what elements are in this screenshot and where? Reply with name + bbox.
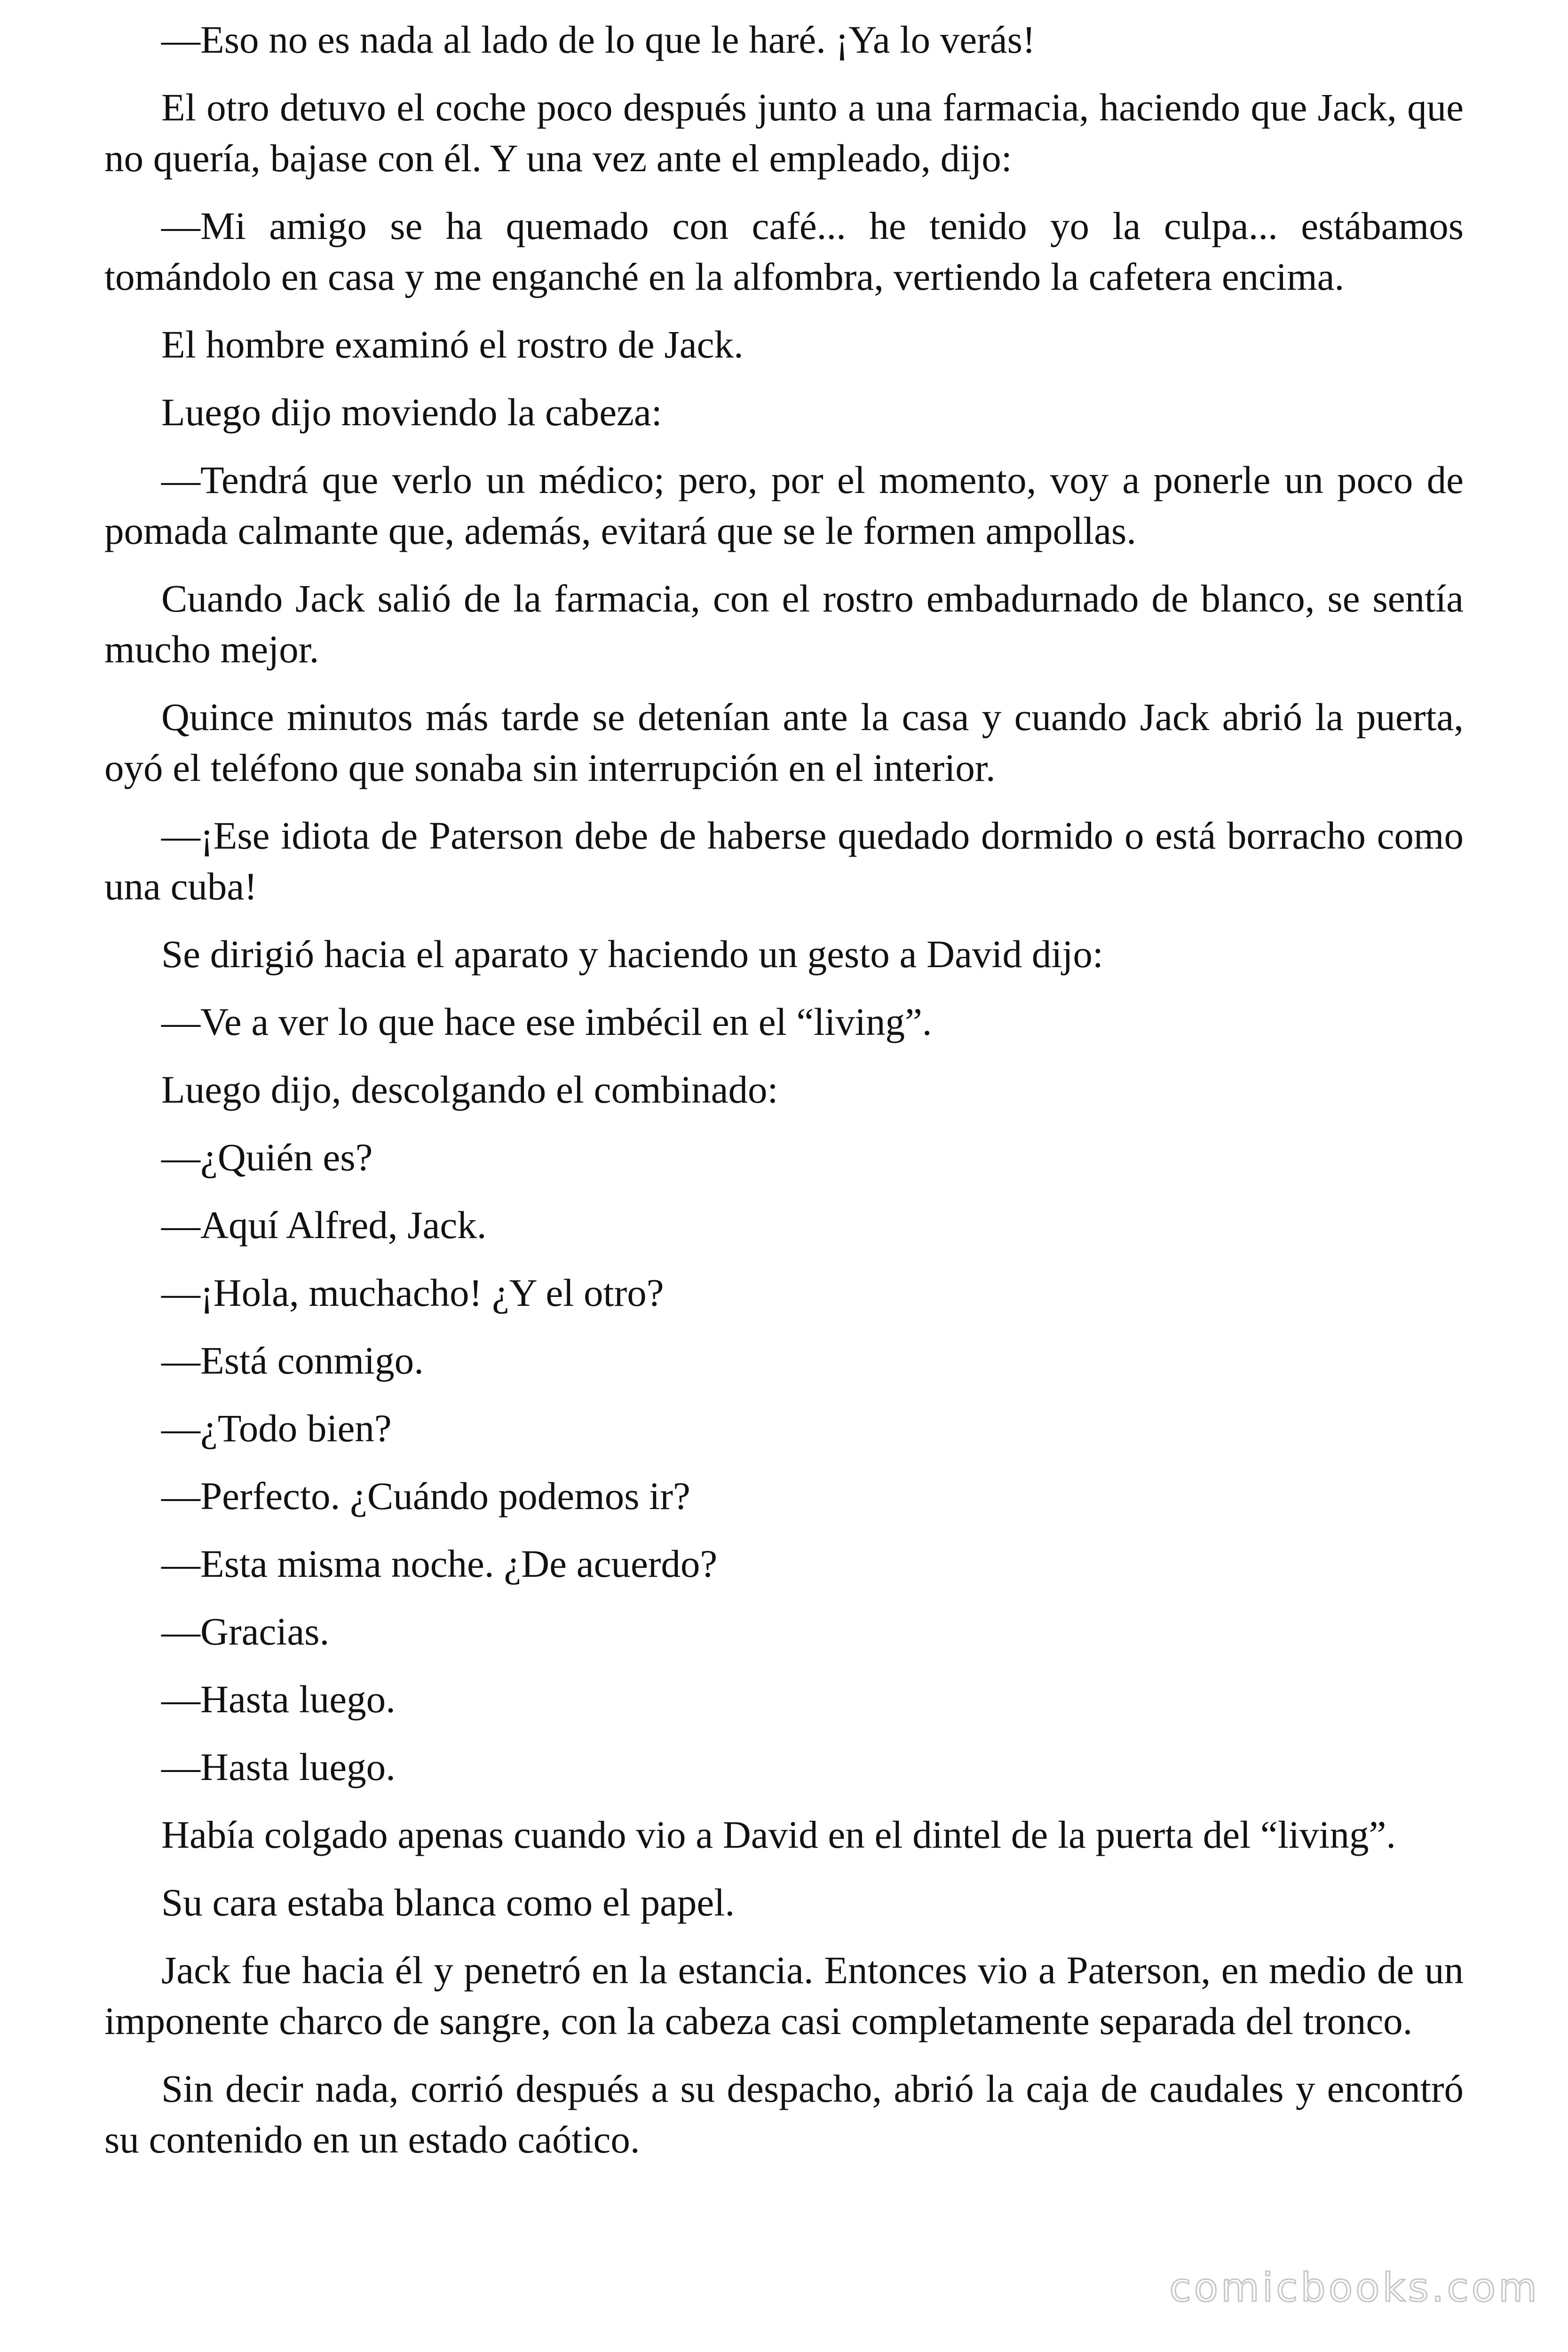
paragraph: —Eso no es nada al lado de lo que le haré. ¡Ya lo verás!: [161, 18, 1036, 61]
paragraph: Luego dijo moviendo la cabeza:: [161, 390, 662, 434]
paragraph: —¿Todo bien?: [161, 1406, 392, 1450]
paragraph: Luego dijo, descolgando el combinado:: [161, 1068, 778, 1111]
paragraph: —¡Ese idiota de Paterson debe de haberse quedado dormido o está borracho como una cuba!: [104, 814, 1464, 908]
paragraph: Cuando Jack salió de la farmacia, con el rostro embadurnado de blanco, se sentía mucho mejor.: [104, 577, 1464, 671]
paragraph: —Aquí Alfred, Jack.: [161, 1203, 487, 1247]
book-page: [104, 14, 1464, 2182]
paragraph: —Mi amigo se ha quemado con café... he tenido yo la culpa... estábamos tomándolo en casa y me enganché en la alfombra, vertiendo la cafetera encima.: [104, 204, 1464, 298]
watermark: comicbooks.com: [1169, 2265, 1540, 2311]
paragraph: El hombre examinó el rostro de Jack.: [161, 323, 744, 366]
paragraph: El otro detuvo el coche poco después junto a una farmacia, haciendo que Jack, que no quería, bajase con él. Y una vez ante el empleado, dijo:: [104, 86, 1464, 180]
paragraph: Quince minutos más tarde se detenían ante la casa y cuando Jack abrió la puerta, oyó el teléfono que sonaba sin interrupción en el interior.: [104, 695, 1464, 789]
paragraph: Su cara estaba blanca como el papel.: [161, 1881, 735, 1924]
paragraph: —Ve a ver lo que hace ese imbécil en el “living”.: [161, 1000, 932, 1043]
paragraph: —Gracias.: [161, 1610, 330, 1653]
paragraph: —Perfecto. ¿Cuándo podemos ir?: [161, 1474, 690, 1518]
paragraph: —Hasta luego.: [161, 1677, 396, 1721]
paragraph: —Esta misma noche. ¿De acuerdo?: [161, 1542, 718, 1585]
paragraph: Sin decir nada, corrió después a su despacho, abrió la caja de caudales y encontró su contenido en un estado caótico.: [104, 2067, 1464, 2161]
paragraph: —¡Hola, muchacho! ¿Y el otro?: [161, 1271, 664, 1314]
paragraph: —Hasta luego.: [161, 1745, 396, 1788]
paragraph: —Está conmigo.: [161, 1339, 424, 1382]
paragraph: —Tendrá que verlo un médico; pero, por el momento, voy a ponerle un poco de pomada calmante que, además, evitará que se le formen ampollas.: [104, 458, 1464, 552]
paragraph: Se dirigió hacia el aparato y haciendo un gesto a David dijo:: [161, 932, 1103, 976]
paragraph: Jack fue hacia él y penetró en la estancia. Entonces vio a Paterson, en medio de un imponente charco de sangre, con la cabeza casi completamente separada del tronco.: [104, 1948, 1464, 2042]
paragraph: —¿Quién es?: [161, 1136, 373, 1179]
paragraph: Había colgado apenas cuando vio a David en el dintel de la puerta del “living”.: [161, 1813, 1396, 1856]
